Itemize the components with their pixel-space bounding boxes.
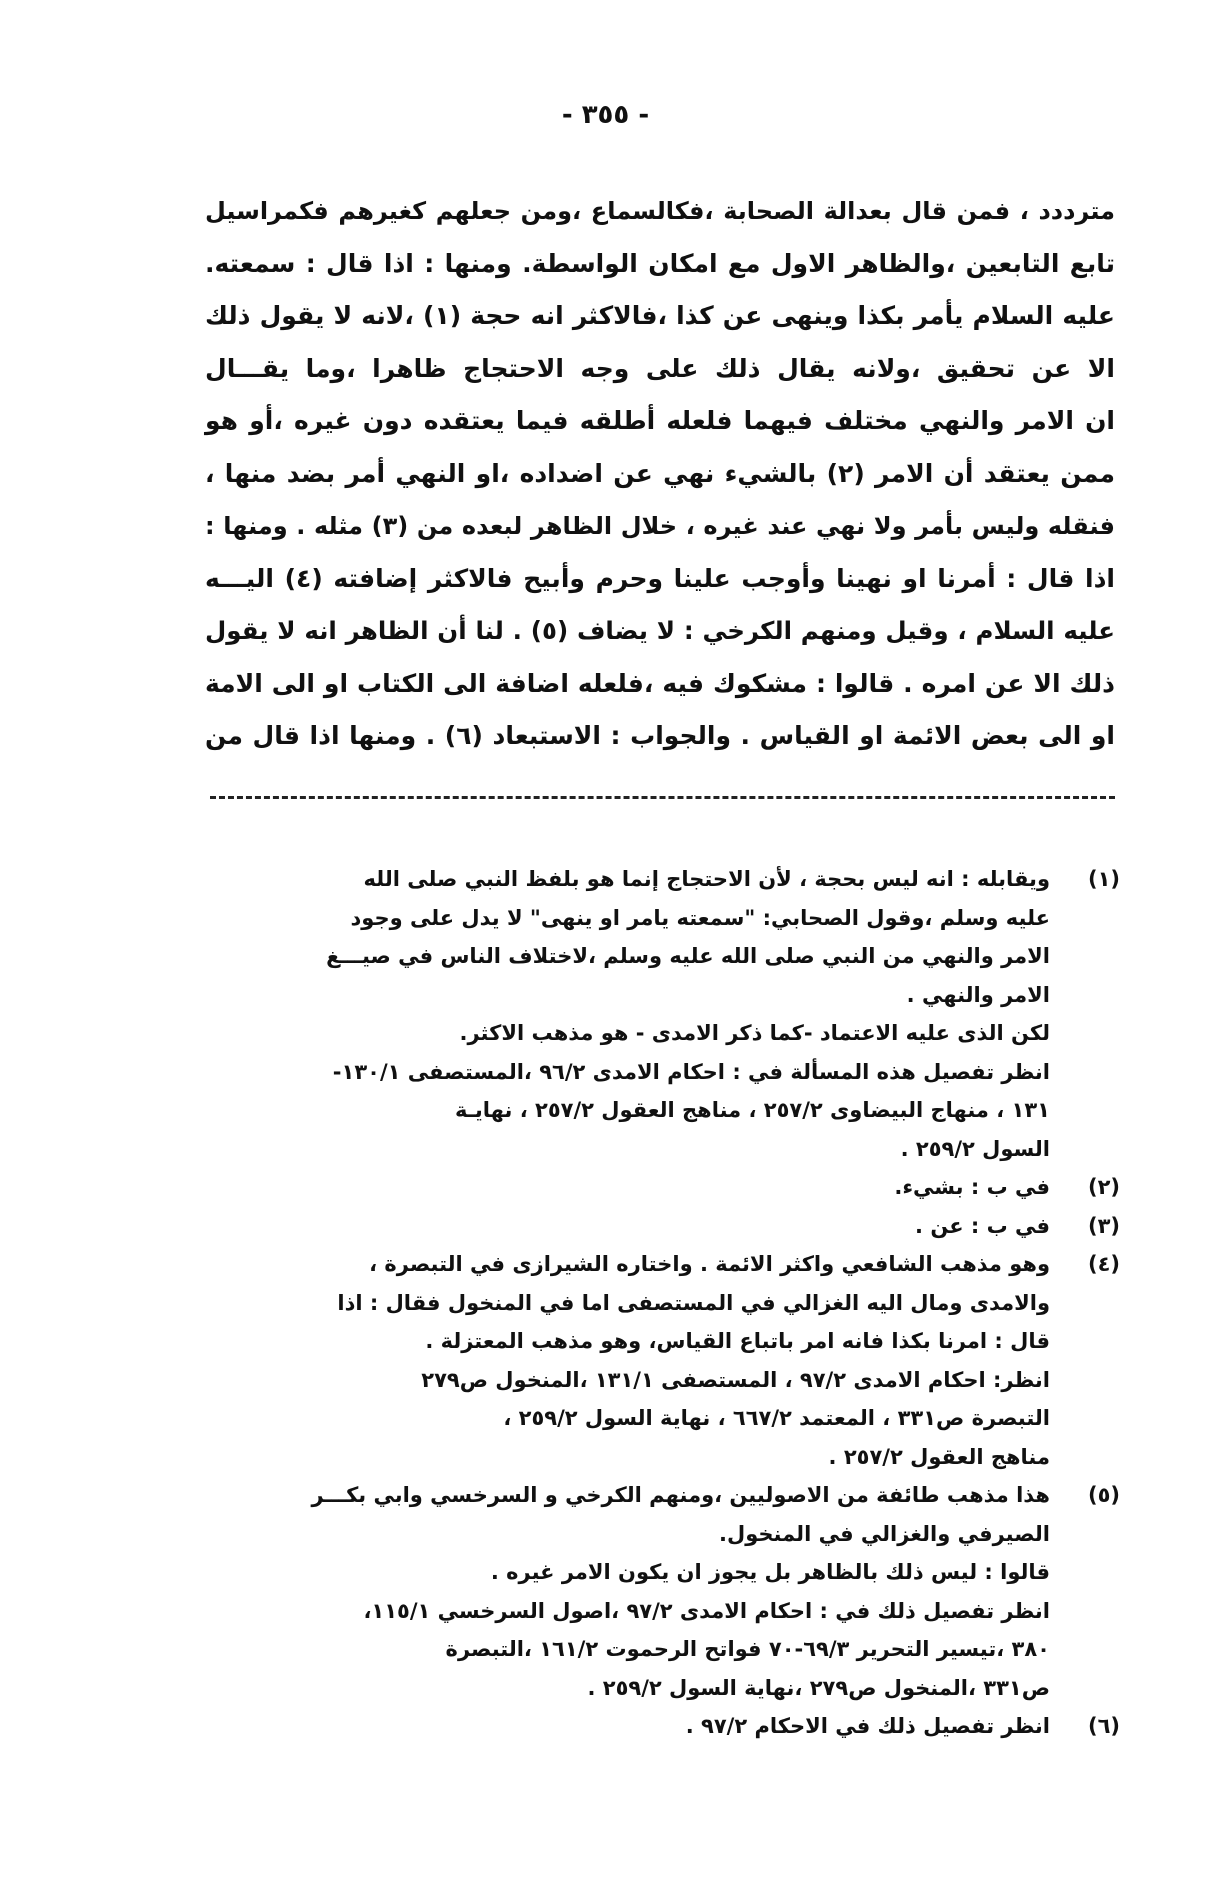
footnote-body [160, 1207, 1050, 1246]
footnote-line: قال : امرنا بكذا فانه امر باتباع القياس، وهو مذهب المعتزلة . [425, 1329, 1050, 1353]
main-text-line: ذلك الا عن امره . قالوا : مشكوك فيه ،فلعله اضافة الى الكتاب او الى الامة [205, 668, 1115, 698]
footnote-body [160, 860, 1050, 1168]
footnote-line: في ب : بشيء. [894, 1175, 1050, 1199]
footnote-line: ١٣١ ، منهاج البيضاوى ٢٥٧/٢ ، مناهج العقول ٢٥٧/٢ ، نهايـة [454, 1098, 1050, 1122]
footnotes [160, 860, 1120, 1746]
footnote-2 [160, 1168, 1120, 1207]
main-text-line: مترددد ، فمن قال بعدالة الصحابة ،فكالسماع ،ومن جعلهم كغيرهم فكمراسيل [205, 197, 1115, 225]
main-text-line: تابع التابعين ،والظاهر الاول مع امكان الواسطة. ومنها : اذا قال : سمعته. [205, 248, 1115, 278]
footnote-line: وهو مذهب الشافعي واكثر الائمة . واختاره الشيرازى في التبصرة ، [369, 1252, 1050, 1276]
footnote-number: (٥) [1087, 1483, 1120, 1507]
footnote-line: انظر تفصيل ذلك في : احكام الامدى ٩٧/٢ ،اصول السرخسي ١١٥/١، [363, 1598, 1050, 1623]
footnote-line: لكن الذى عليه الاعتماد -كما ذكر الامدى - هو مذهب الاكثر. [459, 1021, 1050, 1045]
footnote-line: انظر تفصيل هذه المسألة في : احكام الامدى ٩٦/٢ ،المستصفى ١٣٠/١- [332, 1059, 1050, 1084]
main-text-line: ممن يعتقد أن الامر (٢) بالشيء نهي عن اضداده ،او النهي أمر بضد منها ، [205, 458, 1115, 488]
footnote-1 [160, 860, 1120, 1168]
footnote-6 [160, 1707, 1120, 1746]
footnote-line: التبصرة ص٣٣١ ، المعتمد ٦٦٧/٢ ، نهاية السول ٢٥٩/٢ ، [503, 1406, 1050, 1430]
footnote-line: الصيرفي والغزالي في المنخول. [719, 1521, 1050, 1546]
footnote-number: (٣) [1087, 1213, 1120, 1238]
footnote-body [160, 1476, 1050, 1707]
main-text-line: فنقله وليس بأمر ولا نهي عند غيره ، خلال الظاهر لبعده من (٣) مثله . ومنها : [205, 512, 1115, 540]
footnote-line: ص٣٣١ ،المنخول ص٢٧٩ ،نهاية السول ٢٥٩/٢ . [587, 1675, 1050, 1700]
footnote-line: السول ٢٥٩/٢ . [900, 1136, 1050, 1161]
footnote-number: (٢) [1087, 1175, 1120, 1199]
footnote-line: ٣٨٠ ،تيسير التحرير ٦٩/٣-٧٠ فواتح الرحموت ١٦١/٢ ،التبصرة [445, 1637, 1050, 1661]
footnote-line: مناهج العقول ٢٥٧/٢ . [828, 1444, 1050, 1469]
footnote-body [160, 1168, 1050, 1207]
footnote-separator [210, 796, 1115, 799]
main-text [205, 185, 1115, 763]
footnote-line: عليه وسلم ،وقول الصحابي: "سمعته يامر او ينهى" لا يدل على وجود [350, 905, 1050, 930]
main-text-line: عليه السلام ، وقيل ومنهم الكرخي : لا يضاف (٥) . لنا أن الظاهر انه لا يقول [205, 616, 1115, 645]
footnote-3 [160, 1207, 1120, 1246]
main-text-line: عليه السلام يأمر بكذا وينهى عن كذا ،فالاكثر انه حجة (١) ،لانه لا يقول ذلك [205, 301, 1115, 330]
footnote-number: (١) [1087, 867, 1120, 891]
footnote-line: هذا مذهب طائفة من الاصوليين ،ومنهم الكرخي و السرخسي وابي بكـــر [311, 1483, 1050, 1507]
page-number: - ٣٥٥ - [561, 100, 650, 130]
footnote-number: (٤) [1087, 1252, 1120, 1276]
main-text-line: او الى بعض الائمة او القياس . والجواب : الاستبعاد (٦) . ومنها اذا قال من [205, 721, 1116, 750]
main-text-line: اذا قال : أمرنا او نهينا وأوجب علينا وحرم وأبيح فالاكثر إضافته (٤) اليـــه [205, 563, 1115, 593]
footnote-line: ويقابله : انه ليس بحجة ، لأن الاحتجاج إنما هو بلفظ النبي صلى الله [363, 867, 1050, 891]
main-text-line: ان الامر والنهي مختلف فيهما فلعله أطلقه فيما يعتقده دون غيره ،أو هو [205, 406, 1115, 435]
footnote-line: الامر والنهي من النبي صلى الله عليه وسلم ،لاختلاف الناس في صيـــغ [326, 944, 1050, 968]
footnote-line: قالوا : ليس ذلك بالظاهر بل يجوز ان يكون الامر غيره . [490, 1560, 1050, 1584]
footnote-line: انظر تفصيل ذلك في الاحكام ٩٧/٢ . [685, 1714, 1050, 1738]
footnote-5 [160, 1476, 1120, 1707]
footnote-4 [160, 1245, 1120, 1476]
footnote-body [160, 1707, 1050, 1746]
footnote-line: انظر: احكام الامدى ٩٧/٢ ، المستصفى ١٣١/١ ،المنخول ص٢٧٩ [421, 1367, 1050, 1392]
footnote-body [160, 1245, 1050, 1476]
footnote-number: (٦) [1087, 1714, 1120, 1738]
footnote-line: والامدى ومال اليه الغزالي في المستصفى اما في المنخول فقال : اذا [337, 1290, 1050, 1315]
main-text-line: الا عن تحقيق ،ولانه يقال ذلك على وجه الاحتجاج ظاهرا ،وما يقـــال [205, 353, 1115, 383]
footnote-line: في ب : عن . [915, 1213, 1050, 1238]
footnote-line: الامر والنهي . [906, 982, 1050, 1007]
